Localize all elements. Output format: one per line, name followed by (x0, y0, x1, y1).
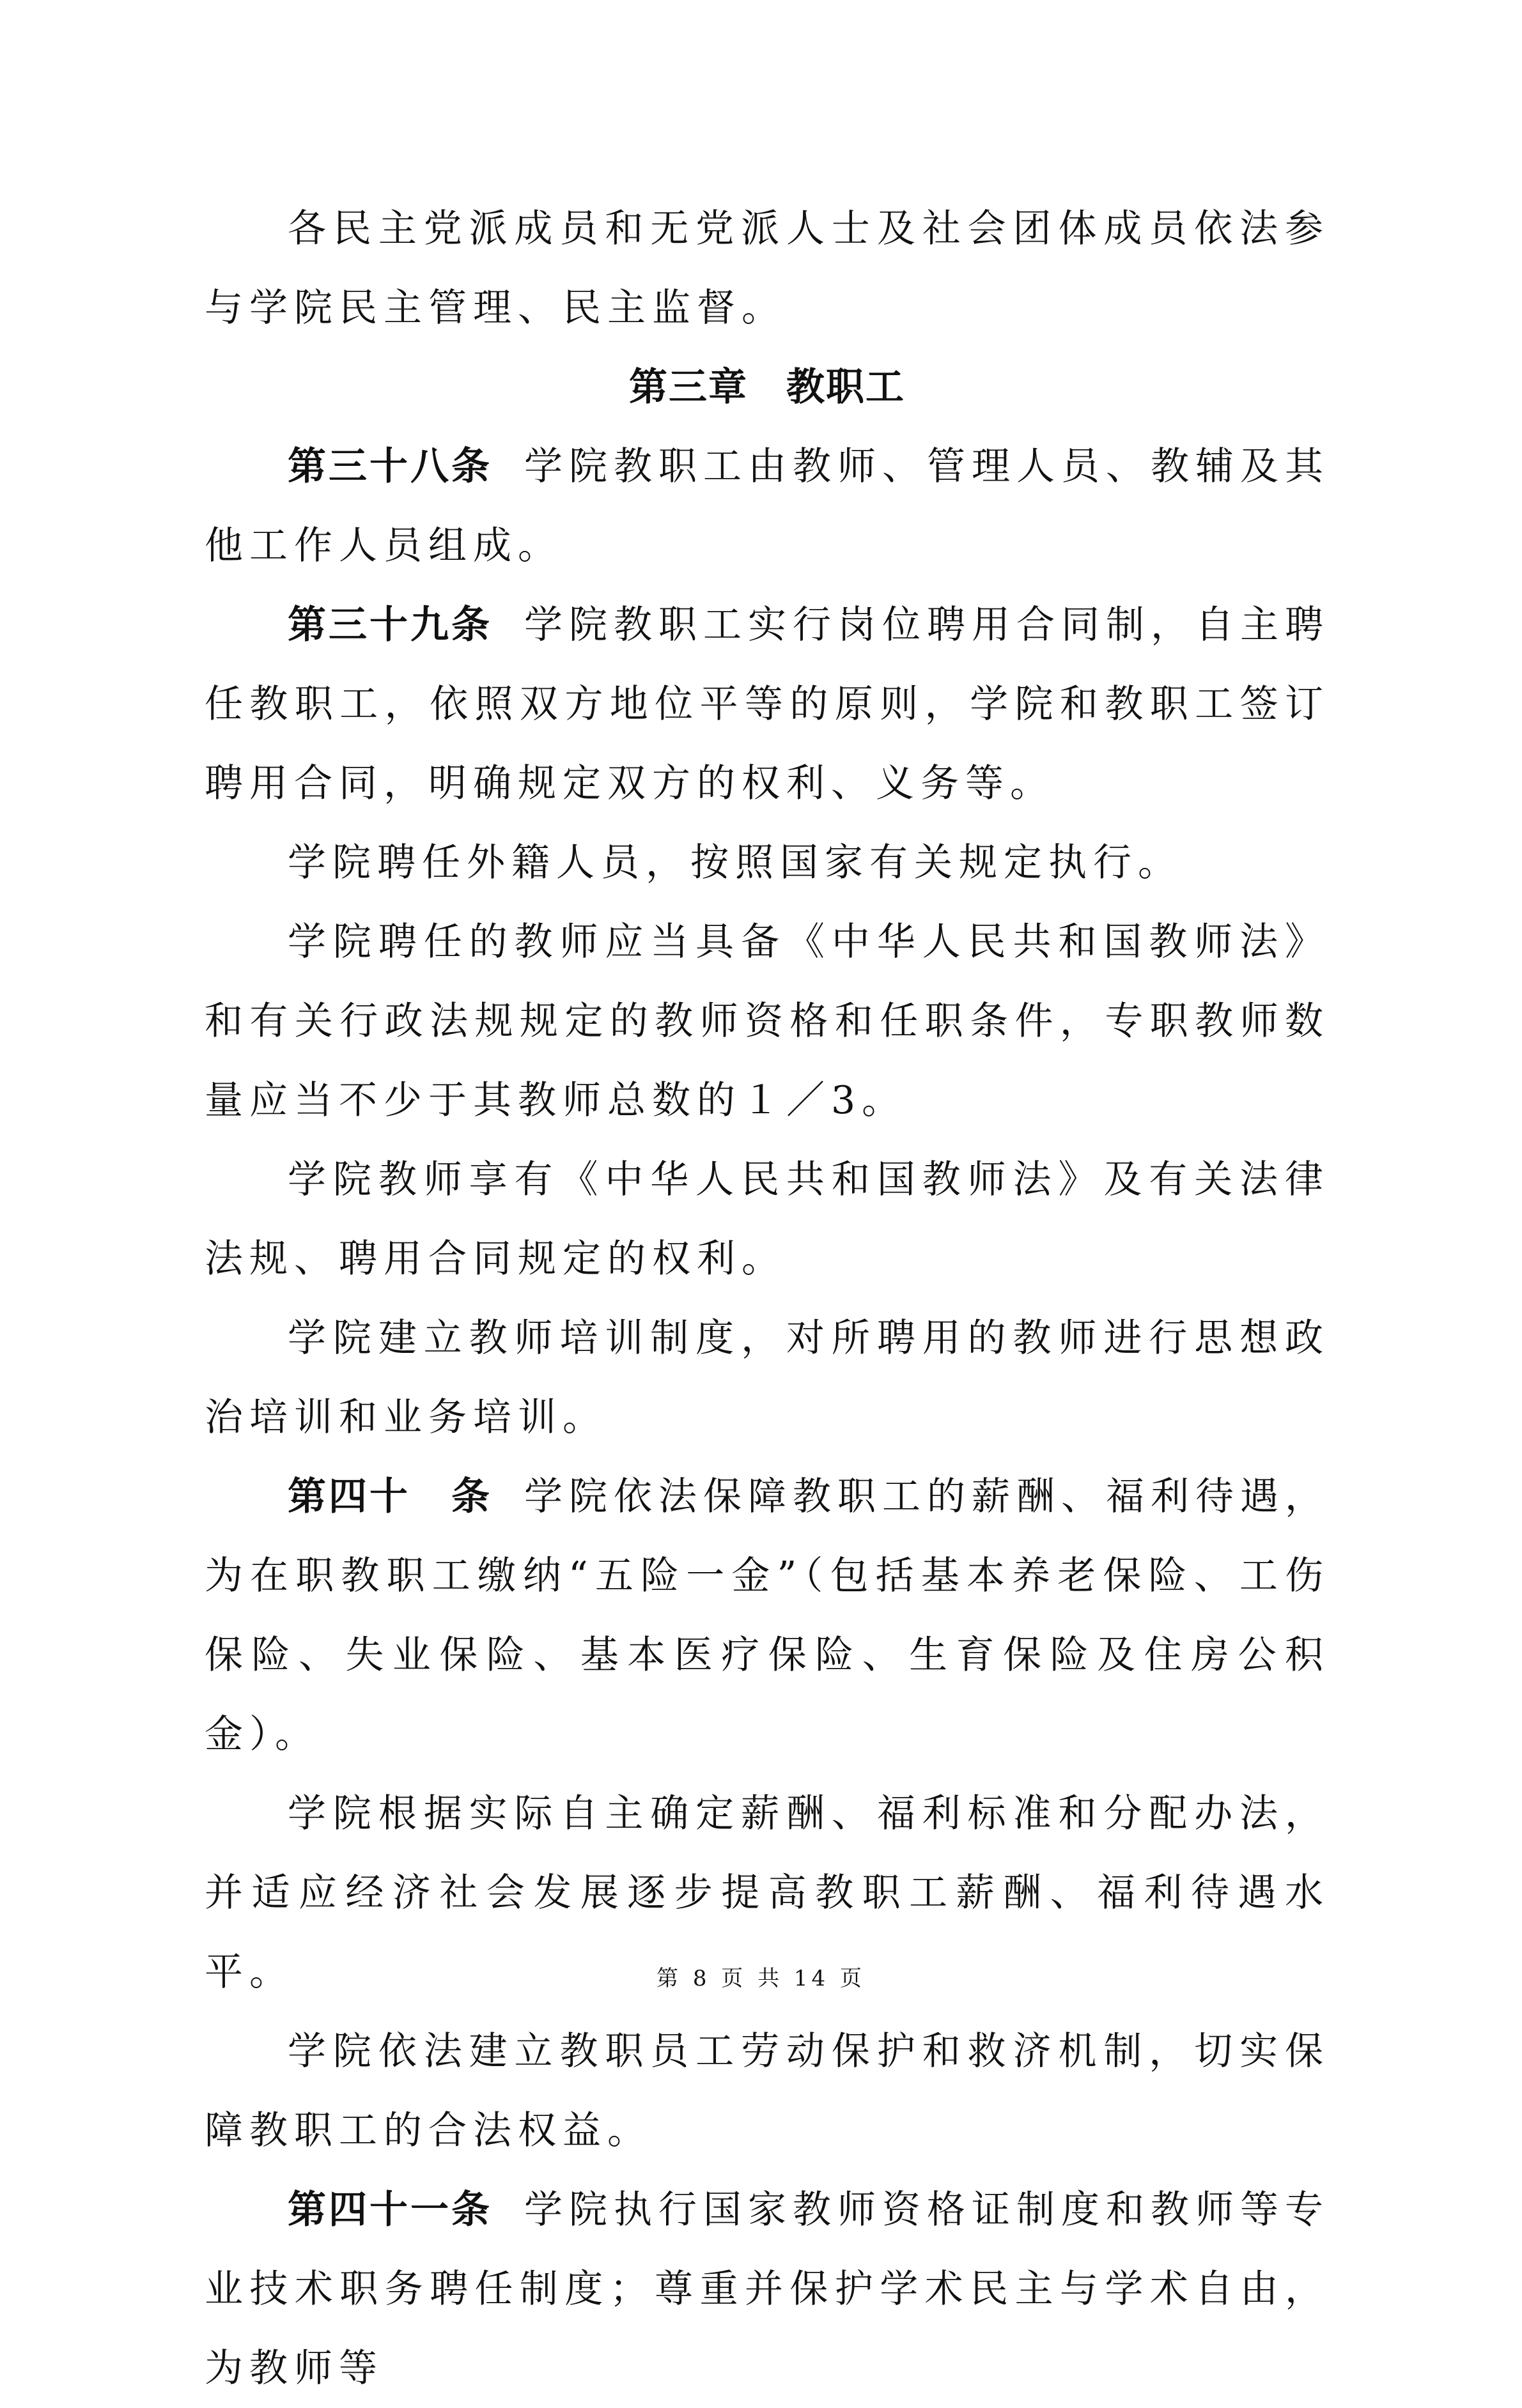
article-41 (205, 2170, 1330, 2408)
article-text: 学院依法保障教职工的薪酬、福利待遇，为在职教职工缴纳“五险一金”（包括基本养老保险、工伤保险、失业保险、基本医疗保险、生育保险及住房公积金）。 (205, 1474, 1330, 1757)
article-40 (205, 1457, 1330, 1774)
paragraph-text: 学院教师享有《中华人民共和国教师法》及有关法律法规、聘用合同规定的权利。 (205, 1157, 1330, 1281)
paragraph-teacher-rights (205, 1140, 1330, 1299)
paragraph-teacher-training (205, 1299, 1330, 1457)
page-footer (0, 1961, 1522, 1992)
article-number: 第三十九条 (288, 603, 492, 647)
article-38 (205, 427, 1330, 585)
article-text: 学院执行国家教师资格证制度和教师等专业技术职务聘任制度；尊重并保护学术民主与学术自由，为教师等 (205, 2188, 1330, 2391)
article-number: 第四十 条 (288, 1474, 492, 1519)
paragraph-labor-protection (205, 2012, 1330, 2170)
paragraph-text: 学院建立教师培训制度，对所聘用的教师进行思想政治培训和业务培训。 (205, 1316, 1330, 1440)
article-text: 学院教职工实行岗位聘用合同制，自主聘任教职工，依照双方地位平等的原则，学院和教职工签订聘用合同，明确规定双方的权利、义务等。 (205, 603, 1330, 806)
chapter-title: 教职工 (786, 365, 905, 410)
paragraph-foreign-staff (205, 823, 1330, 902)
article-number: 第三十八条 (288, 444, 492, 489)
article-text: 学院教职工由教师、管理人员、教辅及其他工作人员组成。 (205, 444, 1330, 568)
chapter-heading (205, 348, 1330, 427)
paragraph-text: 学院根据实际自主确定薪酬、福利标准和分配办法，并适应经济社会发展逐步提高教职工薪酬、福利待遇水平。 (205, 1791, 1330, 1995)
article-number: 第四十一条 (288, 2188, 492, 2232)
paragraph-teacher-qualification (205, 902, 1330, 1140)
page-number-label: 第 8 页 共 14 页 (656, 1966, 866, 1991)
paragraph-text: 学院依法建立教职员工劳动保护和救济机制，切实保障教职工的合法权益。 (205, 2029, 1330, 2153)
paragraph-text: 学院聘任的教师应当具备《中华人民共和国教师法》和有关行政法规规定的教师资格和任职条件，专职教师数量应当不少于其教师总数的１／3。 (205, 920, 1330, 1123)
chapter-number: 第三章 (629, 365, 748, 410)
paragraph-text: 学院聘任外籍人员，按照国家有关规定执行。 (288, 840, 1183, 885)
paragraph-democratic-parties (205, 189, 1330, 348)
document-body (205, 189, 1330, 2408)
article-39 (205, 585, 1330, 823)
paragraph-text: 各民主党派成员和无党派人士及社会团体成员依法参与学院民主管理、民主监督。 (205, 206, 1330, 330)
